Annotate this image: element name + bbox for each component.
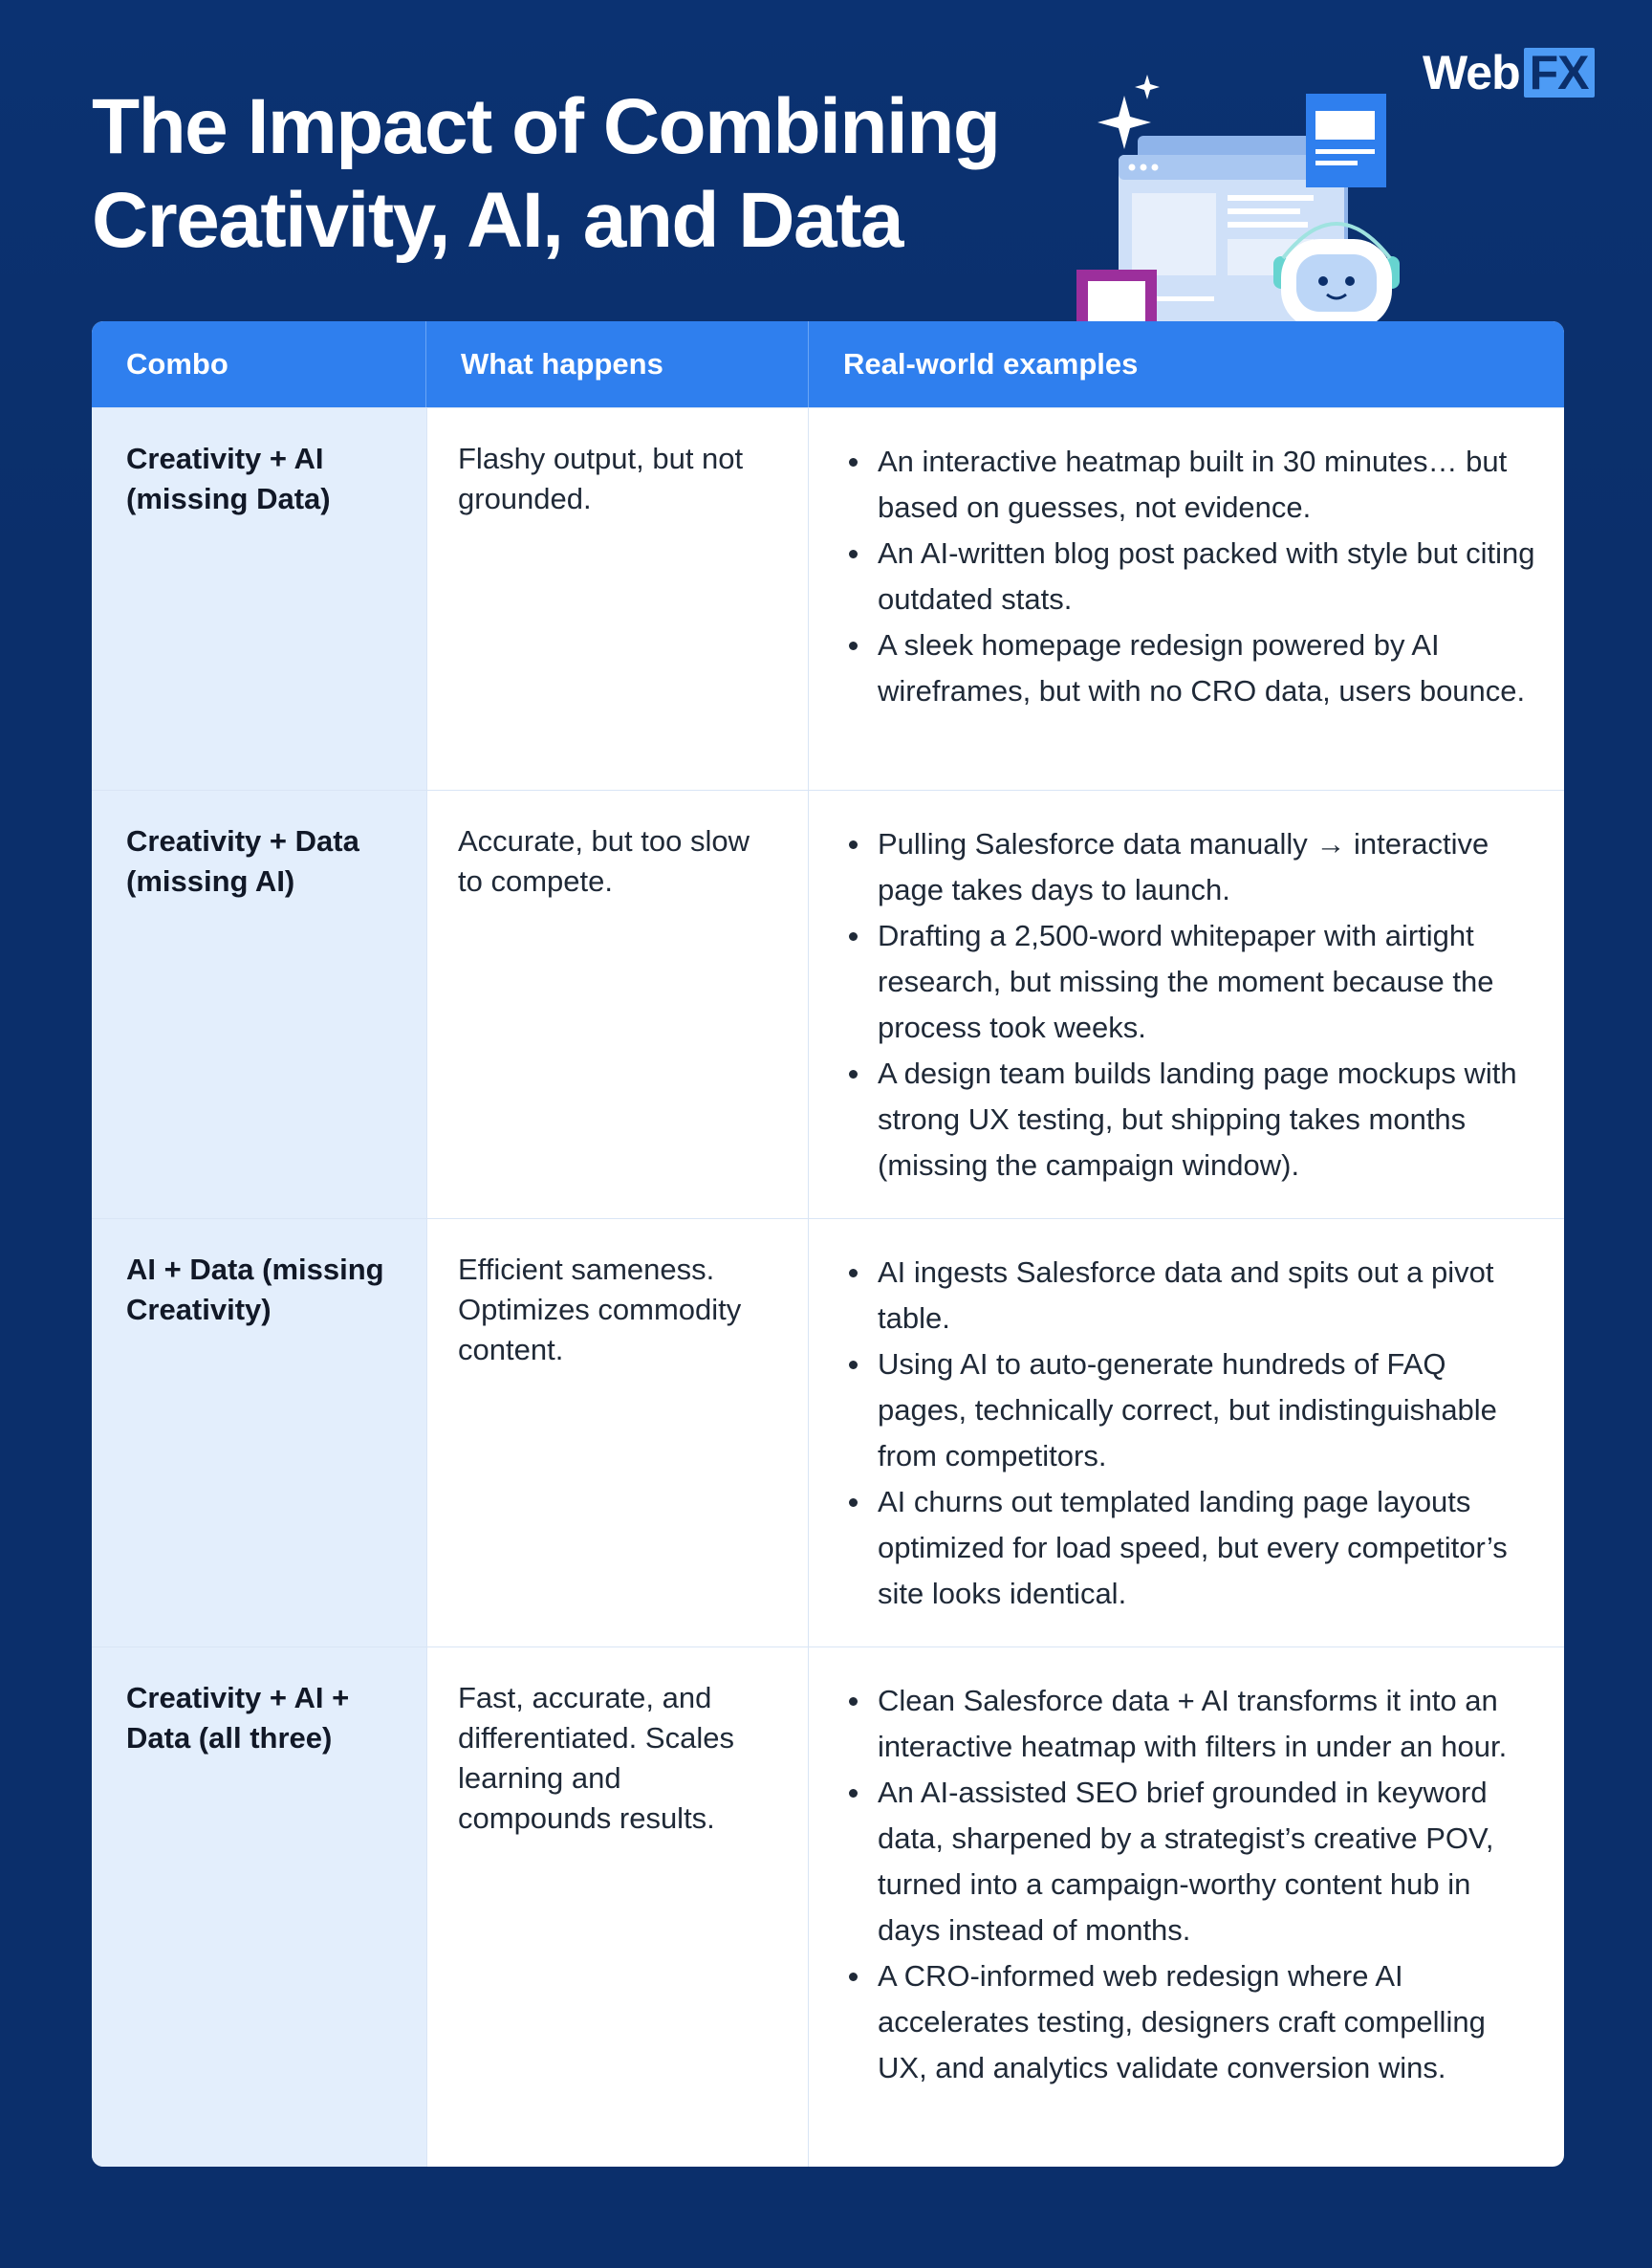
examples-list [843, 439, 1535, 714]
what-happens-cell: Flashy output, but not grounded. [426, 408, 809, 790]
list-item: Drafting a 2,500-word whitepaper with airtight research, but missing the moment because the process took weeks. [843, 913, 1535, 1051]
examples-list [843, 1250, 1535, 1617]
combo-cell: AI + Data (missing Creativity) [92, 1219, 426, 1646]
table-row [92, 407, 1564, 790]
title-line-2: Creativity, AI, and Data [92, 177, 903, 264]
browser-robot-illustration-icon [1071, 67, 1415, 363]
list-item: A CRO-informed web redesign where AI accelerates testing, designers craft compelling UX, and analytics validate conversion wins. [843, 1953, 1535, 2091]
what-happens-cell: Efficient sameness. Optimizes commodity content. [426, 1219, 809, 1646]
sparkle-small-icon [1135, 75, 1160, 99]
examples-list [843, 821, 1535, 1189]
list-item: A design team builds landing page mockups with strong UX testing, but shipping takes months (missing the campaign window). [843, 1051, 1535, 1189]
table-row [92, 1646, 1564, 2167]
examples-cell [809, 1219, 1564, 1646]
examples-cell [809, 1647, 1564, 2167]
comparison-table [92, 321, 1564, 2167]
list-item: An AI-assisted SEO brief grounded in keyword data, sharpened by a strategist’s creative POV, turned into a campaign-worthy content hub in days instead of months. [843, 1770, 1535, 1953]
list-item: An interactive heatmap built in 30 minutes… but based on guesses, not evidence. [843, 439, 1535, 531]
title-line-1: The Impact of Combining [92, 83, 1000, 170]
combo-cell: Creativity + AI (missing Data) [92, 408, 426, 790]
what-happens-cell: Fast, accurate, and differentiated. Scales learning and compounds results. [426, 1647, 809, 2167]
list-item: A sleek homepage redesign powered by AI wireframes, but with no CRO data, users bounce. [843, 622, 1535, 714]
list-item: An AI-written blog post packed with style but citing outdated stats. [843, 531, 1535, 622]
list-item: Clean Salesforce data + AI transforms it into an interactive heatmap with filters in under an hour. [843, 1678, 1535, 1770]
examples-cell [809, 791, 1564, 1218]
header-real-world-examples: Real-world examples [843, 347, 1139, 381]
what-happens-cell: Accurate, but too slow to compete. [426, 791, 809, 1218]
blue-card [1306, 94, 1386, 187]
list-item: AI churns out templated landing page layouts optimized for load speed, but every competitor’s site looks identical. [843, 1479, 1535, 1617]
examples-list [843, 1678, 1535, 2091]
webfx-logo [1423, 46, 1595, 99]
examples-cell [809, 408, 1564, 790]
table-header [92, 321, 1564, 407]
header-what-happens: What happens [426, 321, 809, 407]
list-item: Using AI to auto-generate hundreds of FAQ pages, technically correct, but indistinguishable from competitors. [843, 1341, 1535, 1479]
combo-cell: Creativity + Data (missing AI) [92, 791, 426, 1218]
header-combo: Combo [92, 321, 426, 407]
logo-web-text: Web [1423, 46, 1520, 99]
logo-fx-text: FX [1524, 48, 1595, 98]
combo-cell: Creativity + AI + Data (all three) [92, 1647, 426, 2167]
list-item: AI ingests Salesforce data and spits out a pivot table. [843, 1250, 1535, 1341]
page-title [92, 80, 1048, 268]
list-item: Pulling Salesforce data manually → interactive page takes days to launch. [843, 821, 1535, 913]
table-row [92, 790, 1564, 1218]
table-row [92, 1218, 1564, 1646]
